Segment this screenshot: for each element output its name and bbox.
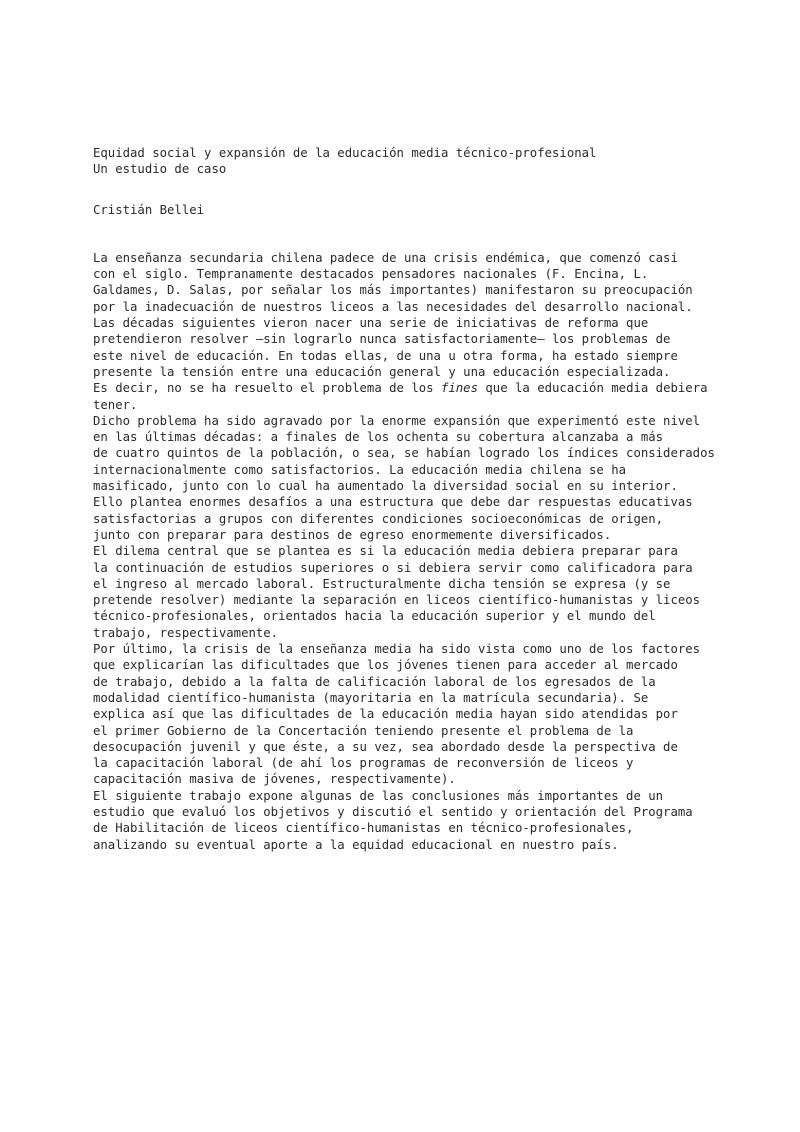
body-text xyxy=(93,250,713,853)
body-line: de cuatro quintos de la población, o sea, se habían logrado los índices considerados xyxy=(93,446,715,461)
body-line: por la inadecuación de nuestros liceos a las necesidades del desarrollo nacional. xyxy=(93,299,693,314)
body-line: pretendieron resolver —sin lograrlo nunca satisfactoriamente— los problemas de xyxy=(93,332,671,347)
body-line: la capacitación laboral (de ahí los programas de reconversión de liceos y xyxy=(93,756,634,771)
body-line: junto con preparar para destinos de egreso enormemente diversificados. xyxy=(93,527,612,542)
body-line: la continuación de estudios superiores o si debiera servir como calificadora para xyxy=(93,560,693,575)
body-line: El dilema central que se plantea es si la educación media debiera preparar para xyxy=(93,544,678,559)
body-line: modalidad científico-humanista (mayoritaria en la matrícula secundaria). Se xyxy=(93,690,649,705)
body-line: El siguiente trabajo expone algunas de las conclusiones más importantes de un xyxy=(93,788,664,803)
document-page xyxy=(93,145,713,853)
body-line: desocupación juvenil y que éste, a su vez, sea abordado desde la perspectiva de xyxy=(93,739,678,754)
body-line: Dicho problema ha sido agravado por la enorme expansión que experimentó este nivel xyxy=(93,413,701,428)
author-line: Cristián Bellei xyxy=(93,202,205,217)
subtitle-line: Un estudio de caso xyxy=(93,162,227,177)
body-line: este nivel de educación. En todas ellas, de una u otra forma, ha estado siempre xyxy=(93,348,678,363)
author-name xyxy=(93,202,713,218)
body-line-part: Es decir, no se ha resuelto el problema de los xyxy=(93,381,441,396)
body-line: técnico-profesionales, orientados hacia la educación superior y el mundo del xyxy=(93,609,656,624)
body-line: el primer Gobierno de la Concertación teniendo presente el problema de la xyxy=(93,723,634,738)
body-line: masificado, junto con lo cual ha aumentado la diversidad social en su interior. xyxy=(93,479,678,494)
body-line: estudio que evaluó los objetivos y discutió el sentido y orientación del Programa xyxy=(93,804,693,819)
body-line: Ello plantea enormes desafíos a una estructura que debe dar respuestas educativas xyxy=(93,495,693,510)
body-line-part: que la educación media debiera xyxy=(478,381,708,396)
body-line: de trabajo, debido a la falta de calificación laboral de los egresados de la xyxy=(93,674,656,689)
emphasis-word: fines xyxy=(440,381,478,396)
body-line: capacitación masiva de jóvenes, respectivamente). xyxy=(93,772,456,787)
body-line: La enseñanza secundaria chilena padece de una crisis endémica, que comenzó casi xyxy=(93,250,678,265)
body-line: presente la tensión entre una educación general y una educación especializada. xyxy=(93,364,671,379)
body-line: con el siglo. Tempranamente destacados pensadores nacionales (F. Encina, L. xyxy=(93,267,649,282)
body-line: de Habilitación de liceos científico-humanistas en técnico-profesionales, xyxy=(93,821,634,836)
body-line: tener. xyxy=(93,397,138,412)
body-line: Galdames, D. Salas, por señalar los más importantes) manifestaron su preocupación xyxy=(93,283,693,298)
body-line: pretende resolver) mediante la separación en liceos científico-humanistas y liceos xyxy=(93,593,701,608)
document-title xyxy=(93,145,713,178)
body-line: explica así que las dificultades de la educación media hayan sido atendidas por xyxy=(93,707,678,722)
body-line: Las décadas siguientes vieron nacer una serie de iniciativas de reforma que xyxy=(93,316,649,331)
body-line: el ingreso al mercado laboral. Estructuralmente dicha tensión se expresa (y se xyxy=(93,576,671,591)
body-line xyxy=(93,380,713,396)
title-line: Equidad social y expansión de la educación media técnico-profesional xyxy=(93,146,597,160)
body-line: que explicarían las dificultades que los jóvenes tienen para acceder al mercado xyxy=(93,658,678,673)
body-line: Por último, la crisis de la enseñanza media ha sido vista como uno de los factores xyxy=(93,642,701,657)
body-line: internacionalmente como satisfactorios. La educación media chilena se ha xyxy=(93,462,627,477)
body-line: analizando su eventual aporte a la equidad educacional en nuestro país. xyxy=(93,837,619,852)
body-line: trabajo, respectivamente. xyxy=(93,625,279,640)
body-line: satisfactorias a grupos con diferentes condiciones socioeconómicas de origen, xyxy=(93,511,664,526)
body-line: en las últimas décadas: a finales de los ochenta su cobertura alcanzaba a más xyxy=(93,430,664,445)
